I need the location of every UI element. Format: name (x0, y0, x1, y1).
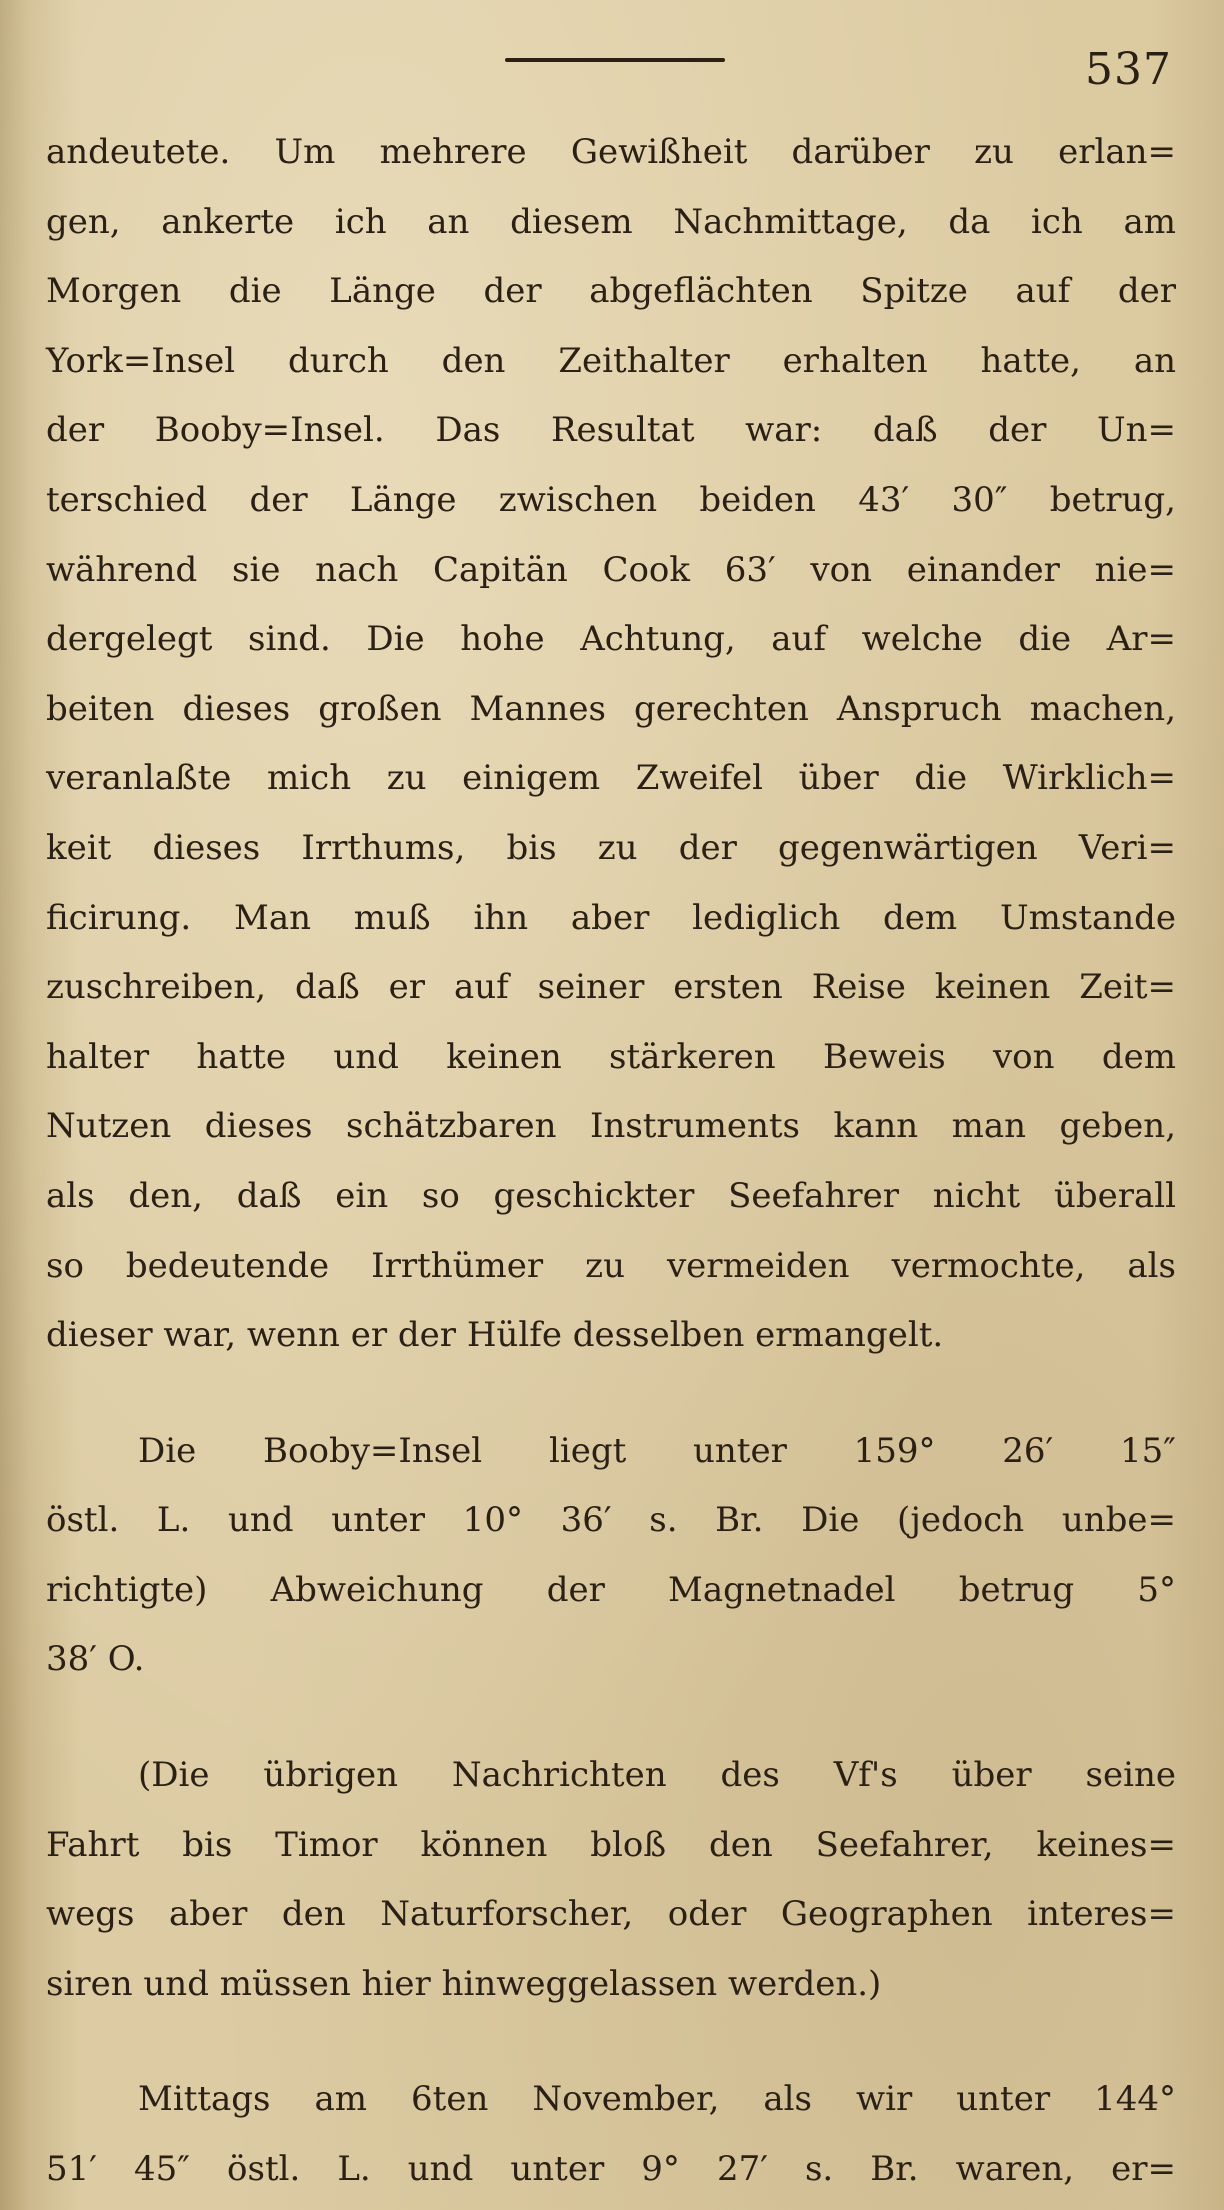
text-line: andeutete. Um mehrere Gewißheit darüber zu erlan= (46, 132, 1176, 172)
page-number: 537 (1085, 44, 1172, 95)
paragraph-4 (46, 2065, 1176, 2204)
text-line: gen, ankerte ich an diesem Nachmittage, da ich am (46, 201, 1176, 242)
text-line: Die Booby=Insel liegt unter 159° 26′ 15″ (138, 1430, 1176, 1471)
text-line: richtigte) Abweichung der Magnetnadel betrug 5° (46, 1569, 1176, 1610)
text-line: zuschreiben, daß er auf seiner ersten Reise keinen Zeit= (46, 967, 1176, 1008)
paragraph-3 (46, 1741, 1176, 2019)
text-line: veranlaßte mich zu einigem Zweifel über die Wirklich= (46, 758, 1176, 799)
text-line: halter hatte und keinen stärkeren Beweis von dem (46, 1036, 1176, 1077)
text-line: 38′ O. (46, 1639, 145, 1680)
header-rule (505, 58, 725, 62)
text-line: dieser war, wenn er der Hülfe desselben ermangelt. (46, 1315, 944, 1356)
text-line: Nutzen dieses schätzbaren Instruments kann man geben, (46, 1106, 1176, 1147)
text-line: dergelegt sind. Die hohe Achtung, auf welche die Ar= (46, 619, 1176, 660)
paragraph-gap (46, 1695, 1176, 1741)
text-line: 51′ 45″ östl. L. und unter 9° 27′ s. Br. waren, er= (46, 2149, 1176, 2190)
text-line: Fahrt bis Timor können bloß den Seefahrer, keines= (46, 1824, 1176, 1865)
paragraph-2 (46, 1417, 1176, 1695)
text-line: östl. L. und unter 10° 36′ s. Br. Die (jedoch unbe= (46, 1500, 1176, 1541)
text-line: keit dieses Irrthums, bis zu der gegenwärtigen Veri= (46, 827, 1176, 868)
text-line: so bedeutende Irrthümer zu vermeiden vermochte, als (46, 1245, 1176, 1286)
text-line: York=Insel durch den Zeithalter erhalten hatte, an (46, 340, 1176, 381)
text-line: ficirung. Man muß ihn aber lediglich dem Umstande (46, 897, 1176, 938)
text-line: terschied der Länge zwischen beiden 43′ 30″ betrug, (46, 479, 1176, 520)
body-text (46, 118, 1176, 2205)
paragraph-gap (46, 1371, 1176, 1417)
text-line: während sie nach Capitän Cook 63′ von einander nie= (46, 549, 1176, 590)
text-line: der Booby=Insel. Das Resultat war: daß der Un= (46, 410, 1176, 451)
text-line: Morgen die Länge der abgeflächten Spitze auf der (46, 271, 1176, 312)
text-line: beiten dieses großen Mannes gerechten Anspruch machen, (46, 688, 1176, 729)
page-header (0, 40, 1224, 100)
text-line: (Die übrigen Nachrichten des Vf's über seine (138, 1755, 1176, 1796)
text-line: wegs aber den Naturforscher, oder Geographen interes= (46, 1894, 1176, 1935)
paragraph-1 (46, 118, 1176, 1371)
text-line: siren und müssen hier hinweggelassen werden.) (46, 1963, 882, 2004)
paragraph-gap (46, 2019, 1176, 2065)
text-line: als den, daß ein so geschickter Seefahrer nicht überall (46, 1175, 1176, 1216)
text-line: Mittags am 6ten November, als wir unter 144° (138, 2079, 1176, 2120)
